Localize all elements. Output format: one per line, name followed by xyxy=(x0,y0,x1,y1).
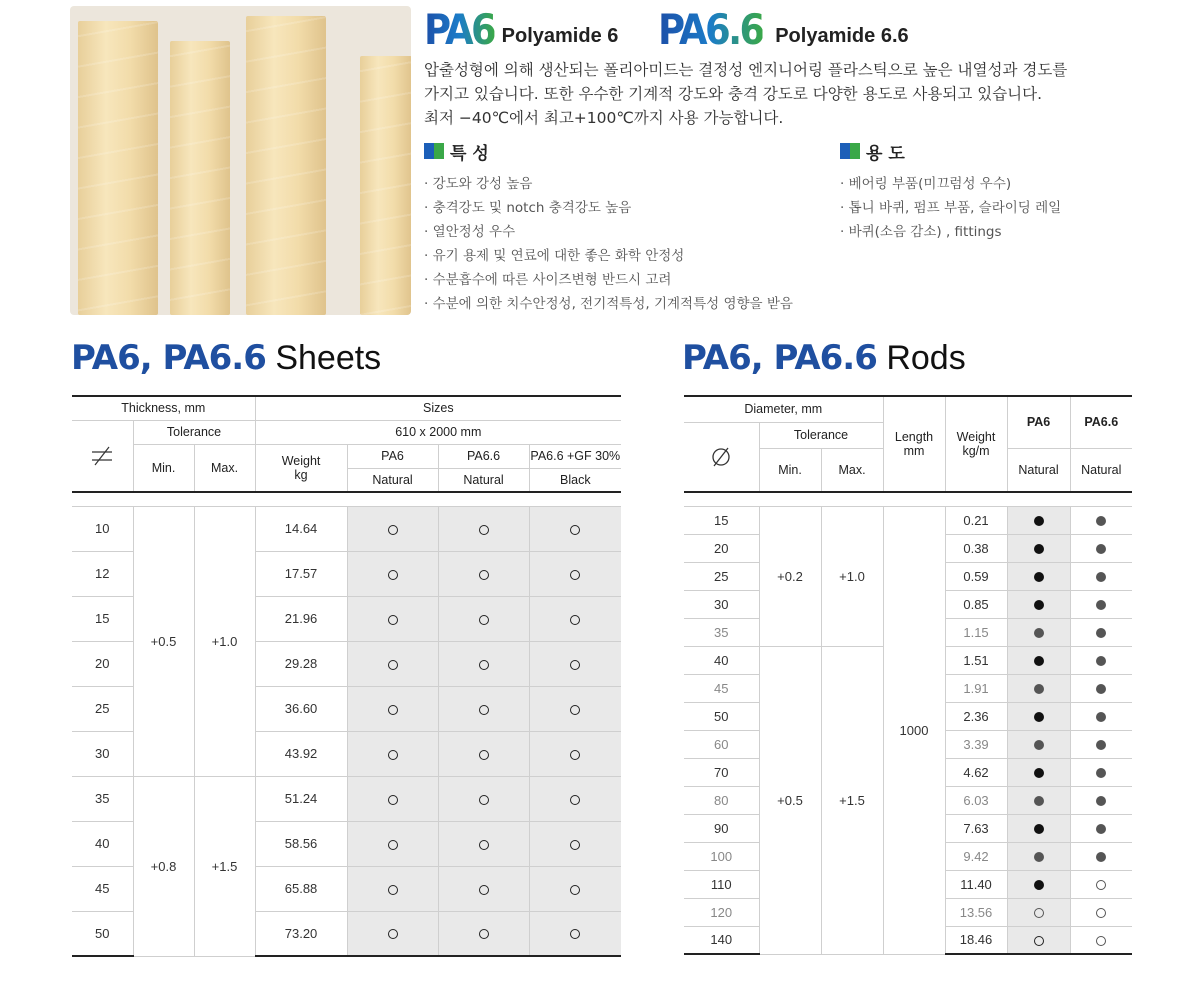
pa66-availability-cell xyxy=(1070,814,1132,842)
weight-cell: 6.03 xyxy=(945,786,1007,814)
thickness-cell: 50 xyxy=(72,911,133,956)
filled-circle-icon xyxy=(1034,796,1044,806)
diameter-cell: 15 xyxy=(684,506,759,534)
availability-cell xyxy=(347,866,438,911)
pa66-availability-cell xyxy=(1070,618,1132,646)
open-circle-icon xyxy=(1034,936,1044,946)
diameter-cell: 25 xyxy=(684,562,759,590)
sheets-table xyxy=(72,395,621,957)
rod-weight-header: Weight kg/m xyxy=(945,396,1007,492)
thickness-cell: 40 xyxy=(72,821,133,866)
black-header: Black xyxy=(529,468,621,492)
weight-cell: 43.92 xyxy=(255,731,347,776)
list-item: · 강도와 강성 높음 xyxy=(424,176,533,192)
availability-cell xyxy=(438,776,529,821)
pa6-availability-cell xyxy=(1007,674,1070,702)
weight-cell: 2.36 xyxy=(945,702,1007,730)
open-circle-icon xyxy=(388,570,398,580)
availability-cell xyxy=(347,776,438,821)
diameter-cell: 100 xyxy=(684,842,759,870)
filled-circle-icon xyxy=(1096,740,1106,750)
diameter-icon xyxy=(710,446,732,468)
availability-cell xyxy=(347,911,438,956)
filled-circle-icon xyxy=(1034,600,1044,610)
pa6-availability-cell xyxy=(1007,702,1070,730)
diameter-cell: 120 xyxy=(684,898,759,926)
availability-cell xyxy=(438,731,529,776)
tolerance-max-cell: +1.5 xyxy=(821,646,883,954)
diameter-cell: 40 xyxy=(684,646,759,674)
availability-cell xyxy=(438,551,529,596)
pa66-availability-cell xyxy=(1070,730,1132,758)
availability-cell xyxy=(438,911,529,956)
diameter-cell: 20 xyxy=(684,534,759,562)
filled-circle-icon xyxy=(1096,824,1106,834)
filled-circle-icon xyxy=(1034,740,1044,750)
pa6-name: Polyamide 6 xyxy=(501,25,619,47)
open-circle-icon xyxy=(479,929,489,939)
filled-circle-icon xyxy=(1096,852,1106,862)
open-circle-icon xyxy=(1096,936,1106,946)
weight-cell: 9.42 xyxy=(945,842,1007,870)
pa66-availability-cell xyxy=(1070,646,1132,674)
availability-cell xyxy=(529,506,621,551)
weight-cell: 0.38 xyxy=(945,534,1007,562)
weight-cell: 29.28 xyxy=(255,641,347,686)
filled-circle-icon xyxy=(1034,824,1044,834)
thickness-header: Thickness, mm xyxy=(72,396,255,420)
rod-natural-header: Natural xyxy=(1007,448,1070,492)
availability-cell xyxy=(438,641,529,686)
weight-cell: 3.39 xyxy=(945,730,1007,758)
length-cell: 1000 xyxy=(883,506,945,954)
pa6-availability-cell xyxy=(1007,814,1070,842)
thickness-icon xyxy=(91,445,113,467)
open-circle-icon xyxy=(570,885,580,895)
open-circle-icon xyxy=(479,660,489,670)
tolerance-min-cell: +0.5 xyxy=(759,646,821,954)
availability-cell xyxy=(529,551,621,596)
sizes-header: Sizes xyxy=(255,396,621,420)
pa6-availability-cell xyxy=(1007,926,1070,954)
weight-cell: 0.85 xyxy=(945,590,1007,618)
max-header: Max. xyxy=(194,444,255,492)
open-circle-icon xyxy=(388,615,398,625)
pagf-header: PA6.6 +GF 30% xyxy=(529,444,621,468)
description: 압출성형에 의해 생산되는 폴리아미드는 결정성 엔지니어링 플라스틱으로 높은 내열성과 경도를 가지고 있습니다. 또한 우수한 기계적 강도와 충격 강도로 다양한 용도로 사용되고 있습니다. 최저 −40℃에서 최고+100℃까지 사용 가능합니다. xyxy=(424,61,1068,127)
pa66-availability-cell xyxy=(1070,674,1132,702)
list-item: · 충격강도 및 notch 충격강도 높음 xyxy=(424,200,632,216)
open-circle-icon xyxy=(388,660,398,670)
pa6-availability-cell xyxy=(1007,618,1070,646)
diameter-cell: 70 xyxy=(684,758,759,786)
rod-natural-header: Natural xyxy=(1070,448,1132,492)
availability-cell xyxy=(529,821,621,866)
weight-cell: 0.21 xyxy=(945,506,1007,534)
pa66-availability-cell xyxy=(1070,786,1132,814)
pa66-availability-cell xyxy=(1070,898,1132,926)
rod-pa6-header: PA6 xyxy=(1007,396,1070,448)
weight-cell: 1.15 xyxy=(945,618,1007,646)
open-circle-icon xyxy=(479,615,489,625)
diameter-header: Diameter, mm xyxy=(684,396,883,422)
availability-cell xyxy=(347,821,438,866)
features-list xyxy=(424,172,793,316)
filled-circle-icon xyxy=(1096,628,1106,638)
availability-cell xyxy=(438,596,529,641)
rod-pa66-header: PA6.6 xyxy=(1070,396,1132,448)
pa66-header: PA6.6 xyxy=(438,444,529,468)
pa6-availability-cell xyxy=(1007,590,1070,618)
thickness-cell: 20 xyxy=(72,641,133,686)
list-item: · 열안정성 우수 xyxy=(424,224,516,240)
tolerance-header: Tolerance xyxy=(133,420,255,444)
pa6-header: PA6 xyxy=(347,444,438,468)
weight-cell: 4.62 xyxy=(945,758,1007,786)
filled-circle-icon xyxy=(1096,796,1106,806)
weight-cell: 7.63 xyxy=(945,814,1007,842)
thickness-cell: 15 xyxy=(72,596,133,641)
pa66-availability-cell xyxy=(1070,562,1132,590)
open-circle-icon xyxy=(388,705,398,715)
diameter-cell: 60 xyxy=(684,730,759,758)
filled-circle-icon xyxy=(1096,544,1106,554)
diameter-cell: 90 xyxy=(684,814,759,842)
open-circle-icon xyxy=(570,750,580,760)
open-circle-icon xyxy=(570,929,580,939)
weight-cell: 11.40 xyxy=(945,870,1007,898)
table-row xyxy=(72,506,621,551)
open-circle-icon xyxy=(388,525,398,535)
pa6-logo: PA6 xyxy=(424,5,495,54)
thickness-cell: 45 xyxy=(72,866,133,911)
list-item: · 톱니 바퀴, 펌프 부품, 슬라이딩 레일 xyxy=(840,200,1062,216)
filled-circle-icon xyxy=(1096,600,1106,610)
uses-title: 용 도 xyxy=(866,143,905,164)
open-circle-icon xyxy=(479,795,489,805)
pa66-availability-cell xyxy=(1070,926,1132,954)
weight-cell: 51.24 xyxy=(255,776,347,821)
weight-cell: 18.46 xyxy=(945,926,1007,954)
features-section xyxy=(424,140,793,316)
diameter-cell: 50 xyxy=(684,702,759,730)
tolerance-max-cell: +1.5 xyxy=(194,776,255,956)
rods-title: PA6, PA6.6 Rods xyxy=(682,338,966,378)
filled-circle-icon xyxy=(1096,768,1106,778)
thickness-cell: 10 xyxy=(72,506,133,551)
availability-cell xyxy=(347,641,438,686)
diameter-cell: 45 xyxy=(684,674,759,702)
open-circle-icon xyxy=(388,885,398,895)
table-row xyxy=(72,776,621,821)
weight-cell: 1.51 xyxy=(945,646,1007,674)
filled-circle-icon xyxy=(1034,544,1044,554)
pa6-availability-cell xyxy=(1007,562,1070,590)
open-circle-icon xyxy=(570,705,580,715)
pa66-logo: PA6.6 xyxy=(658,5,763,54)
availability-cell xyxy=(529,641,621,686)
thickness-cell: 30 xyxy=(72,731,133,776)
weight-cell: 13.56 xyxy=(945,898,1007,926)
list-item: · 바퀴(소음 감소) , fittings xyxy=(840,224,1002,240)
availability-cell xyxy=(347,596,438,641)
rod-min-header: Min. xyxy=(759,448,821,492)
list-item: · 유기 용제 및 연료에 대한 좋은 화학 안정성 xyxy=(424,248,685,264)
size-value-header: 610 x 2000 mm xyxy=(255,420,621,444)
weight-header: Weight kg xyxy=(255,444,347,492)
thickness-cell: 12 xyxy=(72,551,133,596)
filled-circle-icon xyxy=(1034,656,1044,666)
weight-cell: 36.60 xyxy=(255,686,347,731)
intro-block xyxy=(424,4,1184,130)
pa6-availability-cell xyxy=(1007,870,1070,898)
filled-circle-icon xyxy=(1096,684,1106,694)
availability-cell xyxy=(529,596,621,641)
weight-cell: 17.57 xyxy=(255,551,347,596)
open-circle-icon xyxy=(570,615,580,625)
availability-cell xyxy=(438,821,529,866)
square-bullet-icon xyxy=(424,143,444,159)
availability-cell xyxy=(438,506,529,551)
open-circle-icon xyxy=(479,885,489,895)
list-item: · 수분에 의한 치수안정성, 전기적특성, 기계적특성 영향을 받음 xyxy=(424,296,793,312)
weight-cell: 1.91 xyxy=(945,674,1007,702)
pa66-availability-cell xyxy=(1070,590,1132,618)
weight-cell: 14.64 xyxy=(255,506,347,551)
open-circle-icon xyxy=(479,525,489,535)
uses-section xyxy=(840,140,1061,244)
thickness-symbol xyxy=(72,420,133,492)
availability-cell xyxy=(529,911,621,956)
availability-cell xyxy=(438,686,529,731)
availability-cell xyxy=(347,551,438,596)
features-title: 특 성 xyxy=(450,143,489,164)
tolerance-min-cell: +0.2 xyxy=(759,506,821,646)
availability-cell xyxy=(529,686,621,731)
filled-circle-icon xyxy=(1034,880,1044,890)
diameter-cell: 35 xyxy=(684,618,759,646)
weight-cell: 21.96 xyxy=(255,596,347,641)
natural-header: Natural xyxy=(438,468,529,492)
open-circle-icon xyxy=(1096,908,1106,918)
tolerance-max-cell: +1.0 xyxy=(194,506,255,776)
pa66-availability-cell xyxy=(1070,702,1132,730)
pa6-availability-cell xyxy=(1007,506,1070,534)
diameter-symbol xyxy=(684,422,759,492)
length-header: Length mm xyxy=(883,396,945,492)
diameter-cell: 110 xyxy=(684,870,759,898)
open-circle-icon xyxy=(570,570,580,580)
weight-cell: 0.59 xyxy=(945,562,1007,590)
pa6-availability-cell xyxy=(1007,842,1070,870)
filled-circle-icon xyxy=(1096,712,1106,722)
weight-cell: 65.88 xyxy=(255,866,347,911)
open-circle-icon xyxy=(570,840,580,850)
diameter-cell: 140 xyxy=(684,926,759,954)
open-circle-icon xyxy=(479,840,489,850)
filled-circle-icon xyxy=(1034,712,1044,722)
availability-cell xyxy=(347,686,438,731)
thickness-cell: 35 xyxy=(72,776,133,821)
filled-circle-icon xyxy=(1096,572,1106,582)
filled-circle-icon xyxy=(1034,572,1044,582)
uses-list xyxy=(840,172,1061,244)
open-circle-icon xyxy=(388,929,398,939)
availability-cell xyxy=(529,776,621,821)
pa66-availability-cell xyxy=(1070,870,1132,898)
availability-cell xyxy=(529,731,621,776)
availability-cell xyxy=(438,866,529,911)
weight-cell: 58.56 xyxy=(255,821,347,866)
sheets-title: PA6, PA6.6 Sheets xyxy=(71,338,382,378)
pa6-availability-cell xyxy=(1007,534,1070,562)
diameter-cell: 80 xyxy=(684,786,759,814)
pa66-availability-cell xyxy=(1070,842,1132,870)
open-circle-icon xyxy=(479,570,489,580)
open-circle-icon xyxy=(479,750,489,760)
filled-circle-icon xyxy=(1034,768,1044,778)
rod-tolerance-header: Tolerance xyxy=(759,422,883,448)
pa66-availability-cell xyxy=(1070,758,1132,786)
open-circle-icon xyxy=(388,750,398,760)
thickness-cell: 25 xyxy=(72,686,133,731)
open-circle-icon xyxy=(570,795,580,805)
filled-circle-icon xyxy=(1096,656,1106,666)
availability-cell xyxy=(347,506,438,551)
open-circle-icon xyxy=(570,525,580,535)
open-circle-icon xyxy=(570,660,580,670)
pa66-name: Polyamide 6.6 xyxy=(775,25,909,47)
pa66-availability-cell xyxy=(1070,506,1132,534)
list-item: · 베어링 부품(미끄럼성 우수) xyxy=(840,176,1012,192)
open-circle-icon xyxy=(388,795,398,805)
filled-circle-icon xyxy=(1034,628,1044,638)
rods-table xyxy=(684,395,1132,955)
pa66-availability-cell xyxy=(1070,534,1132,562)
filled-circle-icon xyxy=(1034,852,1044,862)
square-bullet-icon xyxy=(840,143,860,159)
tolerance-max-cell: +1.0 xyxy=(821,506,883,646)
open-circle-icon xyxy=(1034,908,1044,918)
filled-circle-icon xyxy=(1034,684,1044,694)
open-circle-icon xyxy=(1096,880,1106,890)
table-row xyxy=(684,506,1132,534)
pa6-availability-cell xyxy=(1007,786,1070,814)
min-header: Min. xyxy=(133,444,194,492)
filled-circle-icon xyxy=(1096,516,1106,526)
product-photo xyxy=(70,6,411,315)
availability-cell xyxy=(347,731,438,776)
tolerance-min-cell: +0.8 xyxy=(133,776,194,956)
availability-cell xyxy=(529,866,621,911)
diameter-cell: 30 xyxy=(684,590,759,618)
natural-header: Natural xyxy=(347,468,438,492)
pa6-availability-cell xyxy=(1007,758,1070,786)
weight-cell: 73.20 xyxy=(255,911,347,956)
pa6-availability-cell xyxy=(1007,730,1070,758)
filled-circle-icon xyxy=(1034,516,1044,526)
pa6-availability-cell xyxy=(1007,646,1070,674)
open-circle-icon xyxy=(388,840,398,850)
open-circle-icon xyxy=(479,705,489,715)
pa6-availability-cell xyxy=(1007,898,1070,926)
rod-max-header: Max. xyxy=(821,448,883,492)
tolerance-min-cell: +0.5 xyxy=(133,506,194,776)
list-item: · 수분흡수에 따른 사이즈변형 반드시 고려 xyxy=(424,272,672,288)
